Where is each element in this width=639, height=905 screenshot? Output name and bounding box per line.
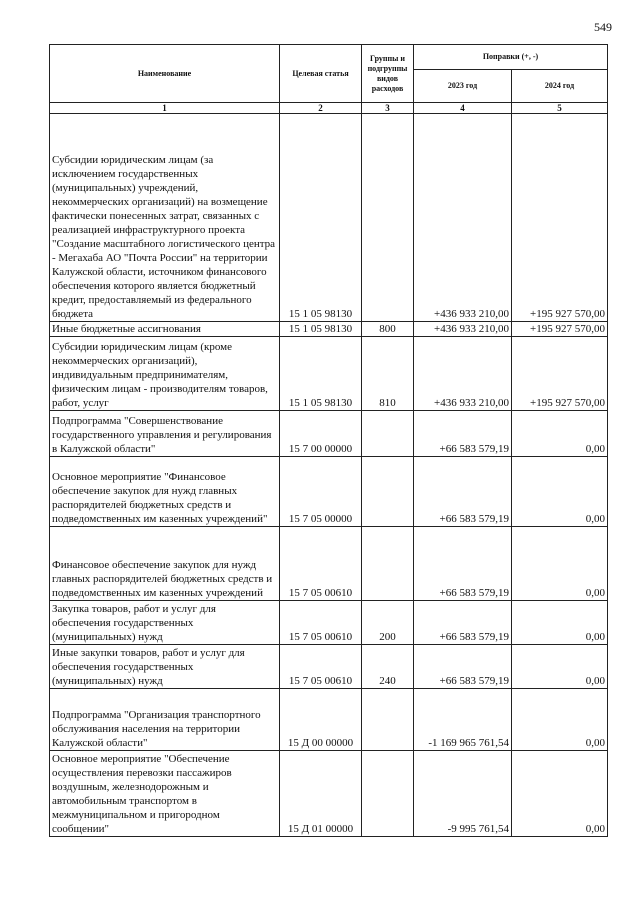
row-name: Закупка товаров, работ и услуг для обеспечения государственных (муниципальных) нужд <box>50 601 280 645</box>
row-amount-2024: 0,00 <box>512 601 608 645</box>
table-row <box>50 322 608 337</box>
row-code: 15 7 05 00610 <box>280 645 362 689</box>
header-year-2023: 2023 год <box>414 70 512 103</box>
row-code: 15 7 05 00610 <box>280 527 362 601</box>
row-name: Подпрограмма "Организация транспортного обслуживания населения на территории Калужской области" <box>50 689 280 751</box>
row-group: 200 <box>362 601 414 645</box>
row-name: Основное мероприятие "Финансовое обеспечение закупок для нужд главных распорядителей бюджетных средств и подведомственных им казенных учреждений" <box>50 457 280 527</box>
row-amount-2024: 0,00 <box>512 689 608 751</box>
row-code: 15 1 05 98130 <box>280 337 362 411</box>
header-name: Наименование <box>50 45 280 103</box>
row-amount-2024: +195 927 570,00 <box>512 322 608 337</box>
header-groups: Группы и подгруппы видов расходов <box>362 45 414 103</box>
col-number-1: 1 <box>50 103 280 114</box>
row-amount-2023: +436 933 210,00 <box>414 114 512 322</box>
row-name: Подпрограмма "Совершенствование государственного управления и регулирования в Калужской области" <box>50 411 280 457</box>
col-number-2: 2 <box>280 103 362 114</box>
row-code: 15 7 00 00000 <box>280 411 362 457</box>
row-amount-2024: 0,00 <box>512 751 608 837</box>
table-row <box>50 689 608 751</box>
row-group: 240 <box>362 645 414 689</box>
row-amount-2024: 0,00 <box>512 527 608 601</box>
table-row <box>50 645 608 689</box>
row-amount-2024: +195 927 570,00 <box>512 337 608 411</box>
table-row <box>50 601 608 645</box>
row-name: Субсидии юридическим лицам (кроме некоммерческих организаций), индивидуальным предпринимателям, физическим лицам - производителям товаров, работ, услуг <box>50 337 280 411</box>
table-row <box>50 114 608 322</box>
row-code: 15 Д 01 00000 <box>280 751 362 837</box>
header-target: Целевая статья <box>280 45 362 103</box>
row-amount-2023: +66 583 579,19 <box>414 527 512 601</box>
row-amount-2023: +66 583 579,19 <box>414 601 512 645</box>
row-name: Основное мероприятие "Обеспечение осуществления перевозки пассажиров воздушным, железнодорожным и автомобильным транспортом в межмуниципальном и пригородном сообщении" <box>50 751 280 837</box>
table-row <box>50 751 608 837</box>
row-amount-2023: +436 933 210,00 <box>414 337 512 411</box>
table-row <box>50 411 608 457</box>
row-amount-2023: -9 995 761,54 <box>414 751 512 837</box>
row-amount-2024: 0,00 <box>512 457 608 527</box>
row-name: Иные бюджетные ассигнования <box>50 322 280 337</box>
table-row <box>50 337 608 411</box>
row-name: Субсидии юридическим лицам (за исключением государственных (муниципальных) учреждений, некоммерческих организаций) на возмещение фактически понесенных затрат, связанных с реализацией инфраструктурного проекта "Создание масштабного логистического центра - Мегахаба АО "Почта России" на территории Калужской области, источником финансового обеспечения которого является бюджетный кредит, предоставляемый из федерального бюджета <box>50 114 280 322</box>
row-amount-2024: +195 927 570,00 <box>512 114 608 322</box>
row-group <box>362 689 414 751</box>
budget-table <box>49 44 608 837</box>
col-number-4: 4 <box>414 103 512 114</box>
row-amount-2023: +436 933 210,00 <box>414 322 512 337</box>
row-amount-2023: +66 583 579,19 <box>414 411 512 457</box>
header-amendments: Поправки (+, -) <box>414 45 608 70</box>
row-group <box>362 411 414 457</box>
header-year-2024: 2024 год <box>512 70 608 103</box>
row-amount-2024: 0,00 <box>512 645 608 689</box>
row-code: 15 1 05 98130 <box>280 322 362 337</box>
row-amount-2023: +66 583 579,19 <box>414 457 512 527</box>
page-number: 549 <box>594 20 612 34</box>
row-code: 15 7 05 00000 <box>280 457 362 527</box>
row-amount-2023: +66 583 579,19 <box>414 645 512 689</box>
row-group <box>362 457 414 527</box>
row-code: 15 7 05 00610 <box>280 601 362 645</box>
table-row <box>50 457 608 527</box>
row-amount-2023: -1 169 965 761,54 <box>414 689 512 751</box>
row-group <box>362 114 414 322</box>
col-number-3: 3 <box>362 103 414 114</box>
row-name: Финансовое обеспечение закупок для нужд главных распорядителей бюджетных средств и подведомственных им казенных учреждений <box>50 527 280 601</box>
row-name: Иные закупки товаров, работ и услуг для обеспечения государственных (муниципальных) нужд <box>50 645 280 689</box>
row-code: 15 Д 00 00000 <box>280 689 362 751</box>
row-group: 800 <box>362 322 414 337</box>
row-group <box>362 527 414 601</box>
row-amount-2024: 0,00 <box>512 411 608 457</box>
col-number-5: 5 <box>512 103 608 114</box>
row-code: 15 1 05 98130 <box>280 114 362 322</box>
table-row <box>50 527 608 601</box>
row-group <box>362 751 414 837</box>
row-group: 810 <box>362 337 414 411</box>
